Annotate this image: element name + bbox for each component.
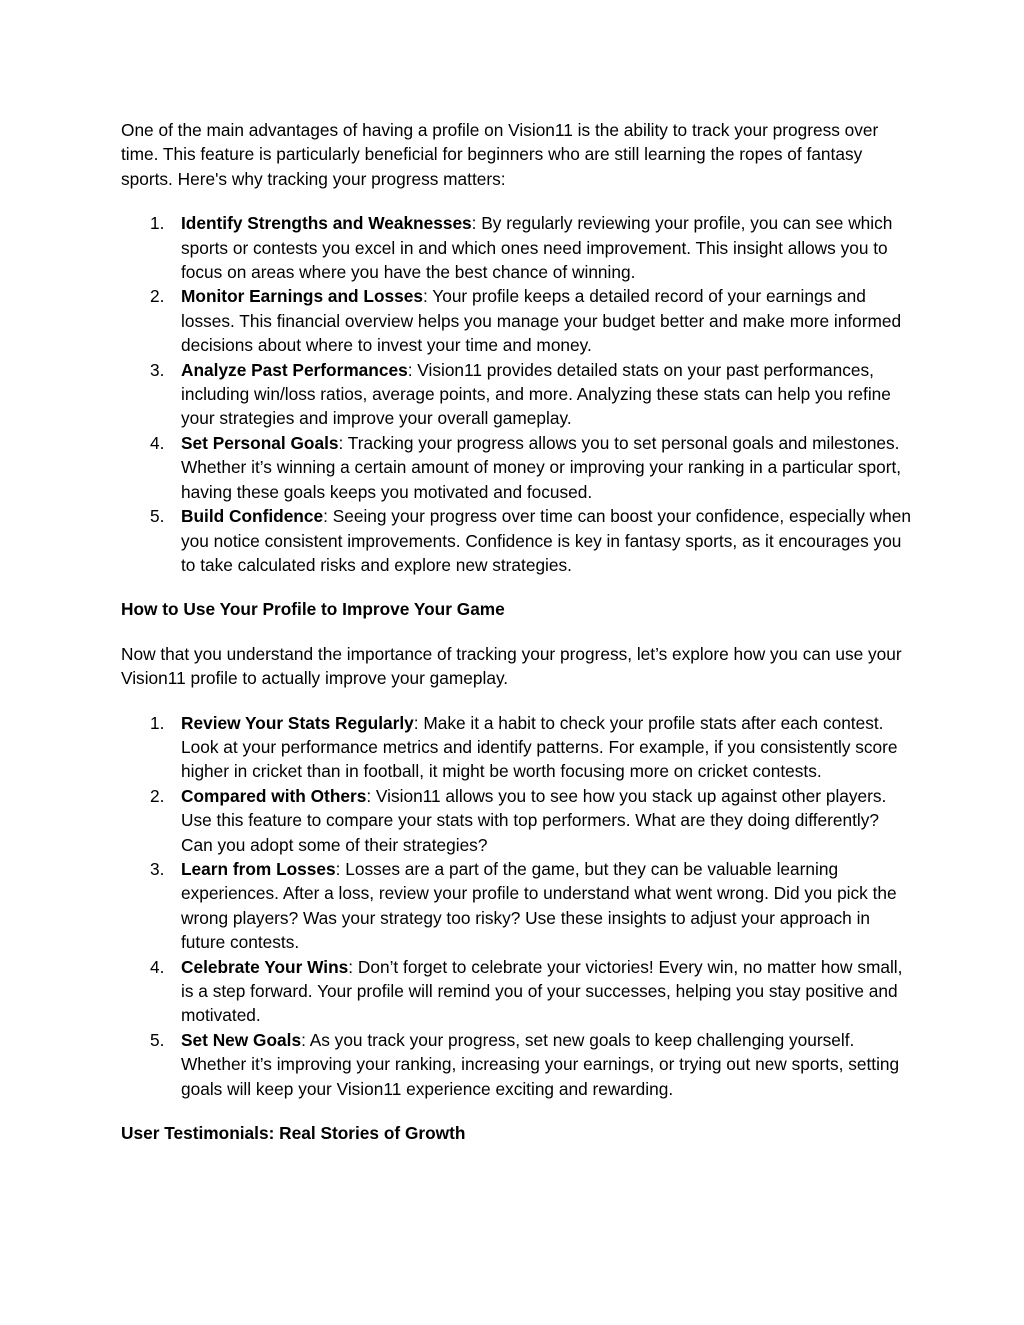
list-text: : Your profile keeps a detailed record of your earnings and losses. This financial overview helps you manage your budget better and make more informed decisions about where to invest your time and money. xyxy=(181,286,902,356)
list-item xyxy=(121,857,911,955)
list-item xyxy=(121,955,911,1028)
list-term: Learn from Losses xyxy=(181,858,336,879)
list-item xyxy=(121,1028,911,1101)
intro-paragraph: One of the main advantages of having a profile on Vision11 is the ability to track your progress over time. This feature is particularly beneficial for beginners who are still learning the ropes of fantasy sports. Here's why tracking your progress matters: xyxy=(121,120,879,189)
list-text: : As you track your progress, set new goals to keep challenging yourself. Whether it’s improving your ranking, increasing your earnings, or trying out new sports, setting goals will keep your Vision11 experience exciting and rewarding. xyxy=(181,1029,900,1099)
list-number: 5. xyxy=(150,506,165,527)
list-number: 2. xyxy=(150,785,165,806)
list-item xyxy=(121,358,911,431)
list-term: Set Personal Goals xyxy=(181,432,339,453)
document-page xyxy=(121,118,911,1165)
list-text: : Tracking your progress allows you to set personal goals and milestones. Whether it’s winning a certain amount of money or improving your ranking in a particular sport, having these goals keeps you motivated and focused. xyxy=(181,432,902,502)
list-item xyxy=(121,504,911,577)
list-number: 2. xyxy=(150,286,165,307)
list-item xyxy=(121,784,911,857)
list-text: : Seeing your progress over time can boost your confidence, especially when you notice consistent improvements. Confidence is key in fantasy sports, as it encourages you to take calculated risks and explore new strategies. xyxy=(181,506,911,575)
list-term: Compared with Others xyxy=(181,785,367,806)
list-text: : By regularly reviewing your profile, you can see which sports or contests you excel in and which ones need improvement. This insight allows you to focus on areas where you have the best chance of winning. xyxy=(181,213,893,283)
list-number: 5. xyxy=(150,1029,165,1050)
list-item xyxy=(121,431,911,504)
list-text: : Don’t forget to celebrate your victories! Every win, no matter how small, is a step forward. Your profile will remind you of your successes, helping you stay positive and motivated. xyxy=(181,956,903,1026)
list-number: 3. xyxy=(150,359,165,380)
list-number: 3. xyxy=(150,858,165,879)
list-number: 4. xyxy=(150,956,165,977)
list-item xyxy=(121,211,911,284)
progress-benefits-list xyxy=(121,211,911,577)
list-term: Identify Strengths and Weaknesses xyxy=(181,213,472,234)
section-heading: User Testimonials: Real Stories of Growth xyxy=(121,1123,466,1144)
improve-game-list xyxy=(121,711,911,1102)
list-term: Monitor Earnings and Losses xyxy=(181,286,423,307)
list-term: Set New Goals xyxy=(181,1029,302,1050)
list-number: 1. xyxy=(150,712,165,733)
list-term: Analyze Past Performances xyxy=(181,359,408,380)
list-number: 1. xyxy=(150,213,165,234)
list-term: Build Confidence xyxy=(181,506,324,527)
list-number: 4. xyxy=(150,432,165,453)
list-item xyxy=(121,284,911,357)
section-paragraph: Now that you understand the importance of tracking your progress, let’s explore how you can use your Vision11 profile to actually improve your gameplay. xyxy=(121,643,902,689)
list-term: Celebrate Your Wins xyxy=(181,956,349,977)
section-heading: How to Use Your Profile to Improve Your Game xyxy=(121,599,505,620)
list-text: : Vision11 allows you to see how you stack up against other players. Use this feature to compare your stats with top performers. What are they doing differently? Can you adopt some of their strategies? xyxy=(181,785,887,855)
list-text: : Make it a habit to check your profile stats after each contest. Look at your performance metrics and identify patterns. For example, if you consistently score higher in cricket than in football, it might be worth focusing more on cricket contests. xyxy=(181,712,898,782)
list-text: : Vision11 provides detailed stats on your past performances, including win/loss ratios, average points, and more. Analyzing these stats can help you refine your strategies and improve your overall gameplay. xyxy=(181,359,891,429)
list-item xyxy=(121,711,911,784)
list-term: Review Your Stats Regularly xyxy=(181,712,414,733)
list-text: : Losses are a part of the game, but they can be valuable learning experiences. After a loss, review your profile to understand what went wrong. Did you pick the wrong players? Was your strategy too risky? Use these insights to adjust your approach in future contests. xyxy=(181,858,897,953)
